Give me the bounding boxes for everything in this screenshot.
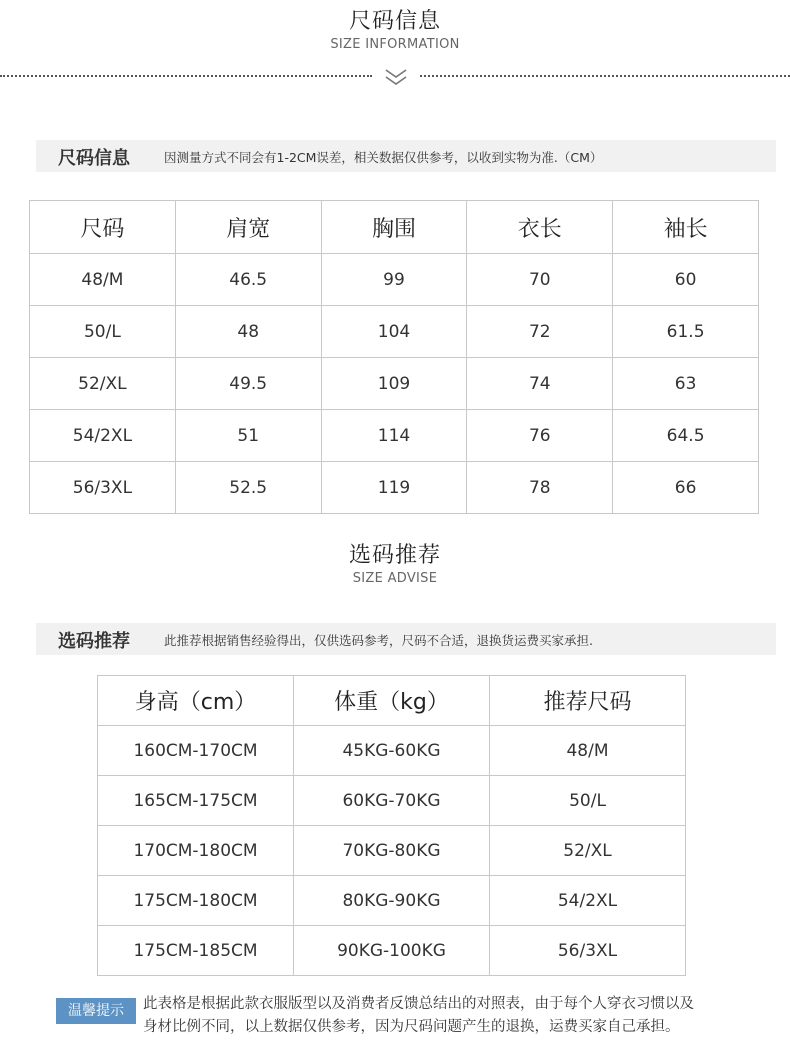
advise-table-header-row	[98, 676, 686, 726]
table-cell: 114	[321, 410, 467, 462]
table-cell: 104	[321, 306, 467, 358]
column-header: 袖长	[613, 201, 759, 254]
table-cell: 60	[613, 254, 759, 306]
table-row	[98, 876, 686, 926]
size-advise-header	[0, 538, 790, 586]
table-cell: 90KG-100KG	[294, 926, 490, 976]
table-cell: 61.5	[613, 306, 759, 358]
table-cell: 70KG-80KG	[294, 826, 490, 876]
table-row	[30, 410, 759, 462]
table-row	[30, 254, 759, 306]
double-chevron-down-icon	[383, 66, 409, 88]
table-cell: 56/3XL	[490, 926, 686, 976]
column-header: 肩宽	[175, 201, 321, 254]
size-info-header	[0, 4, 790, 52]
table-cell: 165CM-175CM	[98, 776, 294, 826]
table-cell: 49.5	[175, 358, 321, 410]
table-cell: 50/L	[30, 306, 176, 358]
dotted-divider-right	[420, 75, 790, 77]
size-info-bar-title: 尺码信息	[58, 148, 130, 169]
table-cell: 70	[467, 254, 613, 306]
table-cell: 54/2XL	[30, 410, 176, 462]
warm-tip-line: 身材比例不同，以上数据仅供参考，因为尺码问题产生的退换，运费买家自己承担。	[143, 1019, 680, 1035]
section-subtitle: SIZE ADVISE	[352, 571, 438, 586]
table-cell: 52/XL	[490, 826, 686, 876]
table-row	[98, 726, 686, 776]
table-cell: 119	[321, 462, 467, 514]
table-cell: 109	[321, 358, 467, 410]
column-header: 衣长	[467, 201, 613, 254]
size-advise-bar-note: 此推荐根据销售经验得出，仅供选码参考，尺码不合适，退换货运费买家承担.	[164, 633, 593, 648]
size-table	[29, 200, 759, 514]
size-info-bar	[36, 140, 776, 172]
table-cell: 74	[467, 358, 613, 410]
table-cell: 60KG-70KG	[294, 776, 490, 826]
warm-tip-badge: 温馨提示	[56, 998, 136, 1024]
warm-tip-line: 此表格是根据此款衣服版型以及消费者反馈总结出的对照表，由于每个人穿衣习惯以及	[143, 996, 694, 1012]
table-cell: 52.5	[175, 462, 321, 514]
table-cell: 99	[321, 254, 467, 306]
column-header: 尺码	[30, 201, 176, 254]
advise-table	[97, 675, 686, 976]
table-cell: 175CM-180CM	[98, 876, 294, 926]
size-info-bar-note: 因测量方式不同会有1-2CM误差，相关数据仅供参考，以收到实物为准.（CM）	[164, 150, 603, 165]
table-row	[30, 462, 759, 514]
table-cell: 66	[613, 462, 759, 514]
table-cell: 51	[175, 410, 321, 462]
table-cell: 56/3XL	[30, 462, 176, 514]
table-row	[98, 776, 686, 826]
table-cell: 46.5	[175, 254, 321, 306]
size-advise-bar-title: 选码推荐	[58, 631, 130, 652]
column-header: 身高（cm）	[98, 676, 294, 726]
size-advise-bar	[36, 623, 776, 655]
table-cell: 48/M	[30, 254, 176, 306]
warm-tip-text	[143, 993, 773, 1039]
dotted-divider-left	[0, 75, 372, 77]
table-row	[30, 306, 759, 358]
column-header: 胸围	[321, 201, 467, 254]
size-table-header-row	[30, 201, 759, 254]
table-cell: 48/M	[490, 726, 686, 776]
table-cell: 45KG-60KG	[294, 726, 490, 776]
column-header: 推荐尺码	[490, 676, 686, 726]
table-cell: 76	[467, 410, 613, 462]
page-subtitle: SIZE INFORMATION	[330, 37, 460, 52]
table-cell: 170CM-180CM	[98, 826, 294, 876]
table-cell: 160CM-170CM	[98, 726, 294, 776]
column-header: 体重（kg）	[294, 676, 490, 726]
page-title: 尺码信息	[348, 9, 441, 34]
table-cell: 63	[613, 358, 759, 410]
table-cell: 80KG-90KG	[294, 876, 490, 926]
table-row	[98, 826, 686, 876]
table-cell: 52/XL	[30, 358, 176, 410]
table-cell: 48	[175, 306, 321, 358]
section-title: 选码推荐	[348, 543, 441, 568]
table-cell: 64.5	[613, 410, 759, 462]
table-cell: 72	[467, 306, 613, 358]
table-cell: 175CM-185CM	[98, 926, 294, 976]
table-row	[98, 926, 686, 976]
table-row	[30, 358, 759, 410]
table-cell: 50/L	[490, 776, 686, 826]
table-cell: 54/2XL	[490, 876, 686, 926]
table-cell: 78	[467, 462, 613, 514]
